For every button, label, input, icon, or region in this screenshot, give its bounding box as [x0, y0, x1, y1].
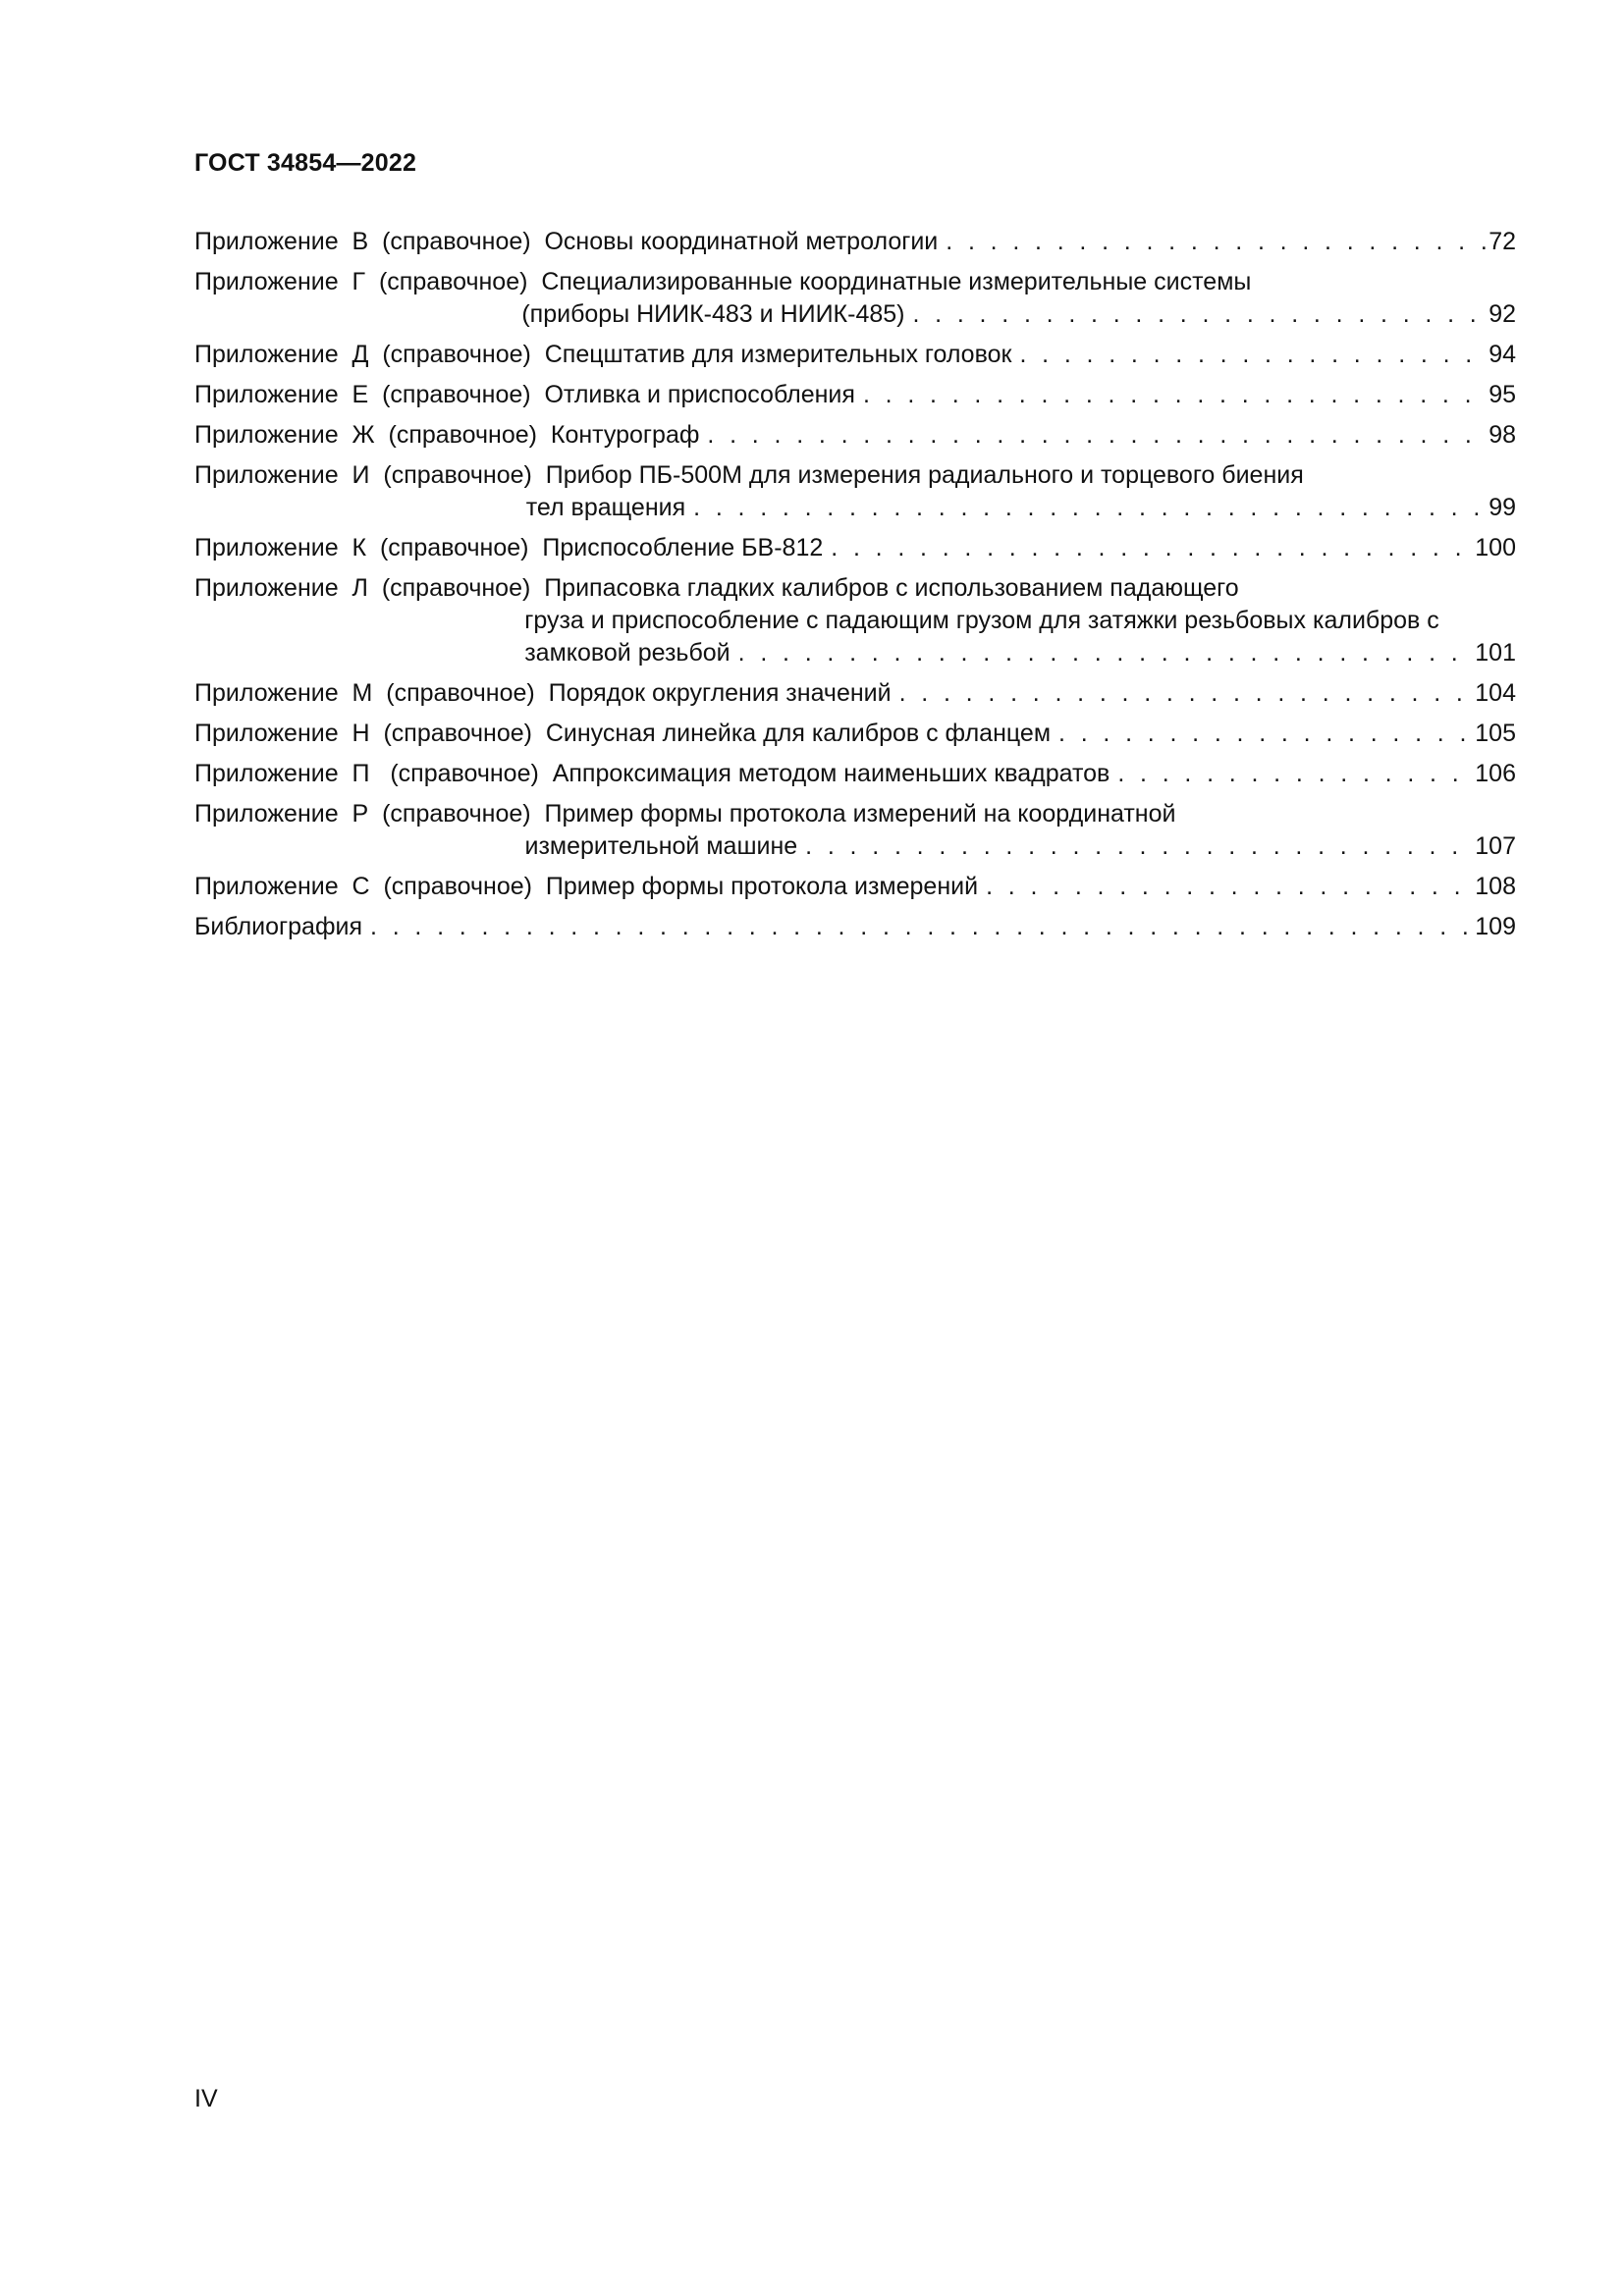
toc-entry-title: Библиография — [194, 913, 363, 940]
toc-page-number: 95 — [1489, 381, 1516, 408]
toc-entry-title: Приспособление БВ-812 — [542, 534, 824, 561]
toc-page-number: 92 — [1489, 300, 1516, 328]
toc-page-number: 98 — [1489, 421, 1516, 449]
toc-page-number: 72 — [1489, 228, 1516, 255]
toc-entry-title: (приборы НИИК-483 и НИИК-485) — [521, 300, 905, 328]
toc-entry-title: тел вращения — [525, 494, 686, 521]
toc-entry[interactable] — [194, 226, 1516, 258]
toc-dot-leader — [1058, 718, 1473, 750]
toc-dot-leader — [986, 871, 1473, 903]
toc-entry-prefix: Приложение М (справочное) — [194, 679, 549, 707]
toc-entry[interactable] — [194, 419, 1516, 452]
toc-entry[interactable] — [194, 532, 1516, 564]
toc-dot-leader — [738, 637, 1474, 669]
toc-page-number: 109 — [1475, 913, 1516, 940]
toc-entry[interactable] — [194, 339, 1516, 371]
toc-page-number: 108 — [1475, 873, 1516, 900]
toc-entry[interactable] — [194, 459, 1516, 524]
toc-page-number: 99 — [1489, 494, 1516, 521]
document-id: ГОСТ 34854—2022 — [194, 149, 417, 177]
toc-entry[interactable] — [194, 911, 1516, 943]
toc-dot-leader — [946, 226, 1487, 258]
toc-page-number: 107 — [1475, 832, 1516, 860]
toc-dot-leader — [707, 419, 1487, 452]
toc-entry-prefix: Приложение Ж (справочное) — [194, 421, 551, 449]
toc-entry-title: Основы координатной метрологии — [544, 228, 939, 255]
toc-dot-leader — [912, 298, 1487, 331]
toc-entry[interactable] — [194, 718, 1516, 750]
toc-entry-title: Аппроксимация методом наименьших квадратов — [552, 760, 1110, 787]
toc-dot-leader — [370, 911, 1473, 943]
toc-entry-prefix: Приложение Е (справочное) — [194, 381, 545, 408]
toc-entry-title: замковой резьбой — [524, 639, 731, 667]
toc-entry[interactable] — [194, 871, 1516, 903]
toc-entry-prefix: Приложение Р (справочное) — [194, 800, 545, 828]
toc-entry-prefix: Приложение Д (справочное) — [194, 341, 545, 368]
toc-entry-prefix: Приложение Г (справочное) — [194, 268, 542, 295]
toc-page-number: 105 — [1475, 720, 1516, 747]
toc-entry[interactable] — [194, 572, 1516, 669]
toc-page-number: 100 — [1475, 534, 1516, 561]
toc-entry-prefix: Приложение Л (справочное) — [194, 574, 545, 602]
toc-dot-leader — [831, 532, 1473, 564]
toc-entry-title: Специализированные координатные измерительные системы — [541, 268, 1252, 295]
toc-entry-prefix: Приложение И (справочное) — [194, 461, 546, 489]
toc-dot-leader — [805, 830, 1473, 863]
toc-dot-leader — [1019, 339, 1487, 371]
toc-page-number: 104 — [1475, 679, 1516, 707]
toc-entry-title: Припасовка гладких калибров с использованием падающего — [544, 574, 1239, 602]
toc-dot-leader — [863, 379, 1487, 411]
toc-entry[interactable] — [194, 758, 1516, 790]
toc-entry[interactable] — [194, 266, 1516, 331]
toc-page-number: 101 — [1475, 639, 1516, 667]
toc-entry[interactable] — [194, 379, 1516, 411]
toc-dot-leader — [1117, 758, 1473, 790]
toc-entry-title: Отливка и приспособления — [544, 381, 855, 408]
toc-dot-leader — [693, 492, 1487, 524]
toc-entry-prefix: Приложение С (справочное) — [194, 873, 546, 900]
page-number: IV — [194, 2085, 218, 2112]
toc-entry-title: груза и приспособление с падающим грузом для затяжки резьбовых калибров с — [524, 607, 1439, 634]
toc-entry-prefix: Приложение Н (справочное) — [194, 720, 546, 747]
toc-entry-prefix: Приложение К (справочное) — [194, 534, 543, 561]
toc-entry-prefix: Приложение В (справочное) — [194, 228, 545, 255]
toc-entry-title: Прибор ПБ-500М для измерения радиального и торцевого биения — [545, 461, 1304, 489]
toc-entry-title: Спецштатив для измерительных головок — [544, 341, 1012, 368]
toc-dot-leader — [899, 677, 1474, 710]
toc-page-number: 94 — [1489, 341, 1516, 368]
table-of-contents — [194, 226, 1516, 951]
toc-entry-title: Порядок округления значений — [548, 679, 892, 707]
toc-entry-title: измерительной машине — [524, 832, 798, 860]
toc-entry-title: Контурограф — [550, 421, 700, 449]
toc-entry[interactable] — [194, 798, 1516, 863]
toc-entry-title: Пример формы протокола измерений на координатной — [544, 800, 1176, 828]
toc-page-number: 106 — [1475, 760, 1516, 787]
toc-entry-title: Синусная линейка для калибров с фланцем — [545, 720, 1052, 747]
toc-entry-prefix: Приложение П (справочное) — [194, 760, 553, 787]
toc-entry-title: Пример формы протокола измерений — [545, 873, 979, 900]
toc-entry[interactable] — [194, 677, 1516, 710]
